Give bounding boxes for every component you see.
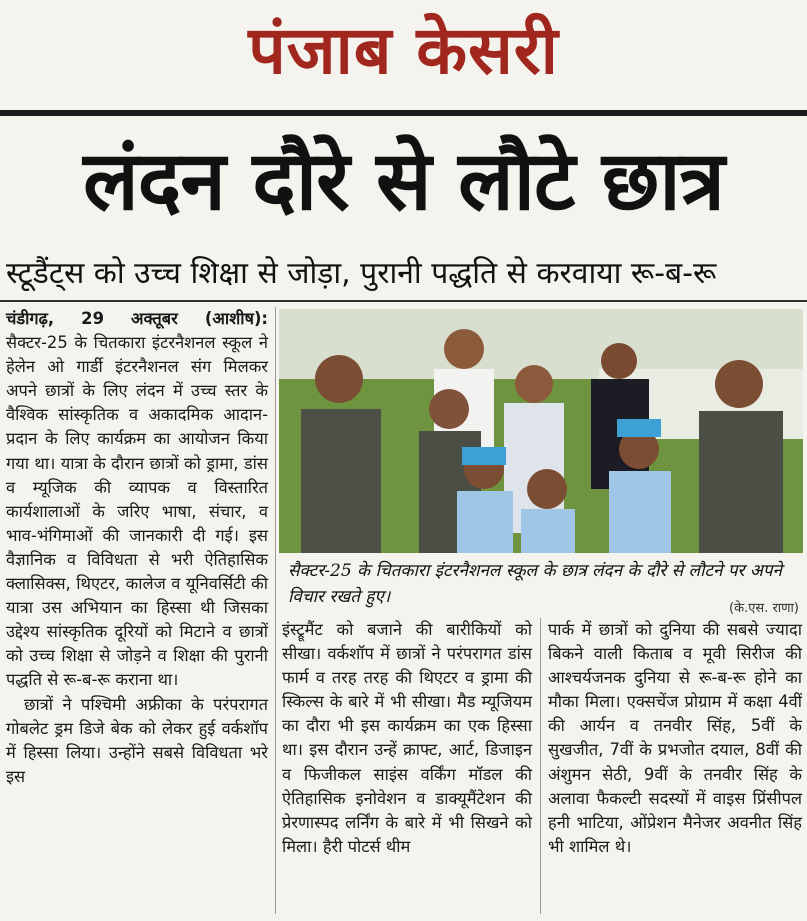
article-paragraph-1: सैक्टर-25 के चितकारा इंटरनैशनल स्कूल ने हेलेन ओ गार्डी इंटरनैशनल संग मिलकर अपने छात्रों के लिए लंदन में उच्च स्तर के वैश्विक सांस्कृतिक व अकादमिक आदान-प्रदान के लिए कार्यक्रम का आयोजन किया गया था। यात्रा के दौरान छात्रों को ड्रामा, डांस व म्यूजिक की व्यापक व विस्तारित कार्यशालाओं के जरिए भाषा, संचार, व भाव-भंगिमाओं की जानकारी दी गई। इस वैज्ञानिक व विविधता से भरी ऐतिहासिक क्लासिक्स, थिएटर, कालेज व यूनिवर्सिटी की यात्रा उस अभियान का हिस्सा थी जिसका उद्देश्य सांस्कृतिक दूरियों को मिटाने व छात्रों को उच्च शिक्षा से जोड़ने व शिक्षा की पुरानी पद्धति से रू-ब-रू कराना था। (6, 333, 268, 690)
students-photo-illustration (279, 309, 803, 553)
photo-caption: सैक्टर-25 के चितकारा इंटरनैशनल स्कूल के छात्र लंदन के दौरे से लौटने पर अपने विचार रखते हुए। (288, 561, 782, 607)
news-photo (279, 309, 803, 553)
column-divider (540, 618, 541, 914)
article-column-3 (548, 618, 802, 859)
article-paragraph-4: पार्क में छात्रों को दुनिया की सबसे ज्यादा बिकने वाली किताब व मूवी सिरीज की आश्चर्यजनक दुनिया से रू-ब-रू होने का मौका मिला। एक्सचेंज प्रोग्राम में कक्षा 4वीं की आर्यन व तनवीर सिंह, 5वीं के सुखजीत, 7वीं के प्रभजोत दयाल, 8वीं की अंशुमन सेठी, 9वीं के तनवीर सिंह के अलावा फैकल्टी सदस्यों में वाइस प्रिंसीपल हनी भाटिया, ओंप्रेशन मैनेजर अवनीत सिंह भी शामिल थे। (548, 620, 802, 856)
subhead-rule (0, 300, 807, 302)
column-divider (275, 307, 276, 914)
masthead (0, 0, 807, 102)
article-paragraph-2: छात्रों ने पश्चिमी अफ्रीका के परंपरागत गोबलेट ड्रम डिजे बेक को लेकर हुई वर्कशॉप में हिस्सा लिया। उन्होंने सबसे विविधता भरे इस (6, 694, 268, 786)
photo-credit: (के.एस. राणा) (729, 601, 799, 616)
dateline: चंडीगढ़, 29 अक्तूबर (आशीष): (6, 309, 268, 328)
masthead-title: पंजाब केसरी (248, 12, 559, 89)
masthead-rule (0, 110, 807, 116)
article-paragraph-3: इंस्ट्रूमैंट को बजाने की बारीकियों को सीखा। वर्कशॉप में छात्रों ने परंपरागत डांस फार्म व तरह तरह की थिएटर व ड्रामा की स्किल्स के बारे में भी सीखा। मैड म्यूजियम का दौरा भी इस कार्यक्रम का एक हिस्सा था। इस दौरान उन्हें क्राफ्ट, आर्ट, डिजाइन व फिजीकल साइंस वर्किंग मॉडल की ऐतिहासिक इनोवेशन व डाक्यूमैंटेशन की प्रेरणास्पद लर्निंग के बारे में भी सिखने को मिला। हैरी पोटर्स थीम (282, 620, 532, 856)
subheadline: स्टूडैंट्स को उच्च शिक्षा से जोड़ा, पुरानी पद्धति से करवाया रू-ब-रू (6, 256, 717, 291)
article-column-2 (282, 618, 532, 859)
article-column-1 (6, 307, 268, 789)
headline: लंदन दौरे से लौटे छात्र (83, 134, 724, 229)
